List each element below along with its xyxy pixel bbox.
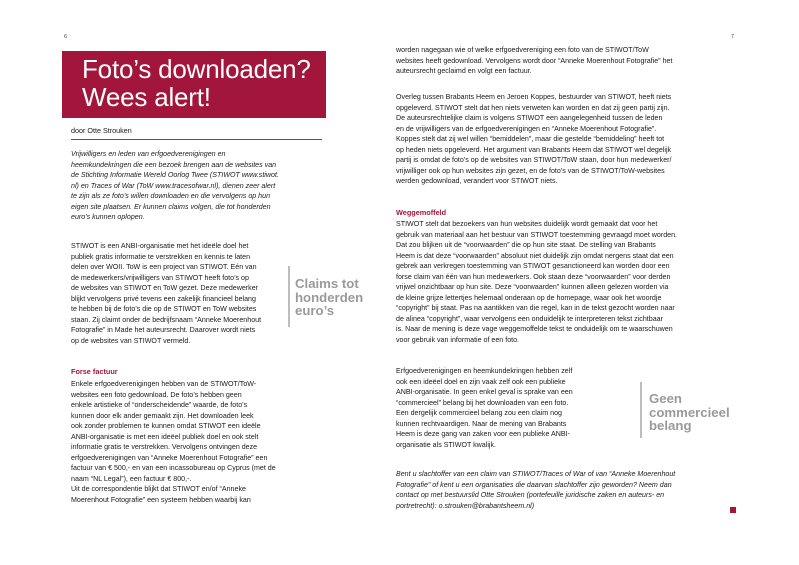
article-title: [82, 55, 311, 111]
left-paragraph-1: STIWOT is een ANBI-organisatie met het ideële doel het publiek gratis informatie te verstrekken en kennis te laten delen over WOII. ToW is een project van STIWOT. Eén van de medewerkers/vrijwilligers van STIWOT heeft foto’s op de websites van STIWOT en ToW gezet. Deze medewerker blijkt vervolgens privé tevens een zakelijk financieel belang te hebben bij de foto’s die op de STIWOT en ToW websites staan. Zij claimt onder de bedrijfsnaam “Anneke Moerenhout Fotografie” in Made het auteursrecht. Daarover wordt niets op de websites van STIWOT vermeld.: [71, 242, 262, 345]
heading-forse-factuur: Forse factuur: [71, 367, 118, 376]
left-paragraph-2: Enkele erfgoedverenigingen hebben van de STIWOT/ToW- websites een foto gedownload. De foto’s hebben geen enkele artistieke of “onderscheidende” waarde, de foto’s kunnen door elk ander gemaakt zijn. Het downloaden leek ook zonder problemen te kunnen omdat STIWOT een ideële ANBI-organisatie is met een ideëel publiek doel en ook stelt informatie gratis te verstrekken. Vervolgens ontvingen deze erfgoedverenigingen van “Anneke Moerenhout Fotografie” een factuur van € 500,- en van een incassobureau op Cyprus (met de naam “NL Legal”), een factuur € 800,-. Uit de correspondentie blijkt dat STIWOT en/of “Anneke Moerenhout Fotografie” een systeem hebben waarbij kan: [71, 380, 276, 504]
author-divider: [71, 139, 322, 140]
author-byline: door Otte Strouken: [71, 126, 132, 135]
title-line-2: Wees alert!: [82, 82, 211, 112]
right-paragraph-1: Overleg tussen Brabants Heem en Jeroen Koppes, bestuurder van STIWOT, heeft niets opgeleverd. STIWOT stelt dat hen niets verweten kan worden en dat zij geen partij zijn. De auteursrechtelijke claim is volgens STIWOT een aangelegenheid tussen de leden en de vrijwilligers van de erfgoedverenigingen en “Anneke Moerenhout Fotografie”. Koppes stelt dat zij wel willen “bemiddelen”, maar die gestelde “bemiddeling” heeft tot op heden niets opgeleverd. Het argument van Brabants Heem dat STIWOT wel degelijk partij is omdat de foto’s op de websites van STIWOT/ToW staan, door hun medewerker/ vrijwilliger ook op hun websites zijn gezet, en de foto’s van de STIWOT/ToW-websites werden gedownload, verandert voor STIWOT niets.: [396, 93, 672, 185]
title-line-1: Foto’s downloaden?: [82, 54, 311, 84]
pullquote-bar-2: [640, 382, 642, 438]
pullquote-bar-1: [288, 266, 290, 327]
end-mark-square: [730, 507, 736, 513]
page-number-left: 6: [64, 34, 68, 40]
page-number-right: 7: [731, 34, 735, 40]
right-paragraph-2: STIWOT stelt dat bezoekers van hun websites duidelijk wordt gemaakt dat voor het gebruik van materiaal aan het bestuur van STIWOT toestemming gevraagd moet worden. Dat zou blijken uit de “voorwaarden” die op hun site staat. De stelling van Brabants Heem is dat deze “voorwaarden” absoluut niet duidelijk zijn omdat nergens staat dat een gebrek aan verkregen toestemming van STIWOT gesanctioneerd kan worden door een forse claim van één van hun medewerkers. Ook staan deze “voorwaarden” voor derden vrijwel onzichtbaar op hun site. Deze “voorwaarden” kunnen alleen gelezen worden via de kleine grijze lettertjes helemaal onderaan op de homepage, waar ook het woordje “copyright” bij staat. Pas na aantikken van die regel, kan in de tekst gezocht worden naar de alinea “copyright”, waar vervolgens een onduidelijk te interpreteren tekst zichtbaar is. Naar de mening is deze vage weggemoffelde tekst te onduidelijk om te waarschuwen voor gebruik van informatie of een foto.: [396, 220, 678, 344]
pullquote-commercieel: Geen commercieel belang: [649, 391, 730, 433]
intro-paragraph: Vrijwilligers en leden van erfgoedverenigingen en heemkundekringen die een bezoek brengen aan de websites van de Stichting Informatie Wereld Oorlog Twee (STIWOT www.stiwot. nl) en Traces of War (ToW www.tracesofwar.nl), dienen zeer alert te zijn als ze foto’s willen downloaden en die vervolgens op hun eigen site plaatsen. Er kunnen claims volgen, die tot honderden euro’s kunnen oplopen.: [71, 150, 279, 221]
title-banner: [62, 51, 326, 118]
pullquote-claims: Claims tot honderden euro’s: [295, 276, 364, 318]
closing-paragraph: Bent u slachtoffer van een claim van STIWOT/Traces of War of van “Anneke Moerenhout Fotografie” of kent u een organisaties die daarvan slachtoffer zijn geworden? Neem dan contact op met bestuurslid Otte Strouken (portefeuille juridische zaken en auteurs- en portretrecht): o.strouken@brabantsheem.nl): [396, 470, 676, 510]
heading-weggemoffeld: Weggemoffeld: [396, 208, 447, 217]
right-paragraph-0: worden nagegaan wie of welke erfgoedvereniging een foto van de STIWOT/ToW websites heeft gedownload. Vervolgens wordt door “Anneke Moerenhout Fotografie” het auteursrecht geclaimd en volgt een factuur.: [396, 46, 673, 75]
right-paragraph-3: Erfgoedverenigingen en heemkundekringen hebben zelf ook een ideëel doel en zijn vaak zelf ook een publieke ANBI-organisatie. In geen enkel geval is sprake van een “commercieel” belang bij het downloaden van een foto. Een dergelijk commercieel belang zou een claim nog kunnen rechtvaardigen. Naar de mening van Brabants Heem is deze gang van zaken voor een publieke ANBI- organisatie als STIWOT kwalijk.: [396, 367, 573, 449]
